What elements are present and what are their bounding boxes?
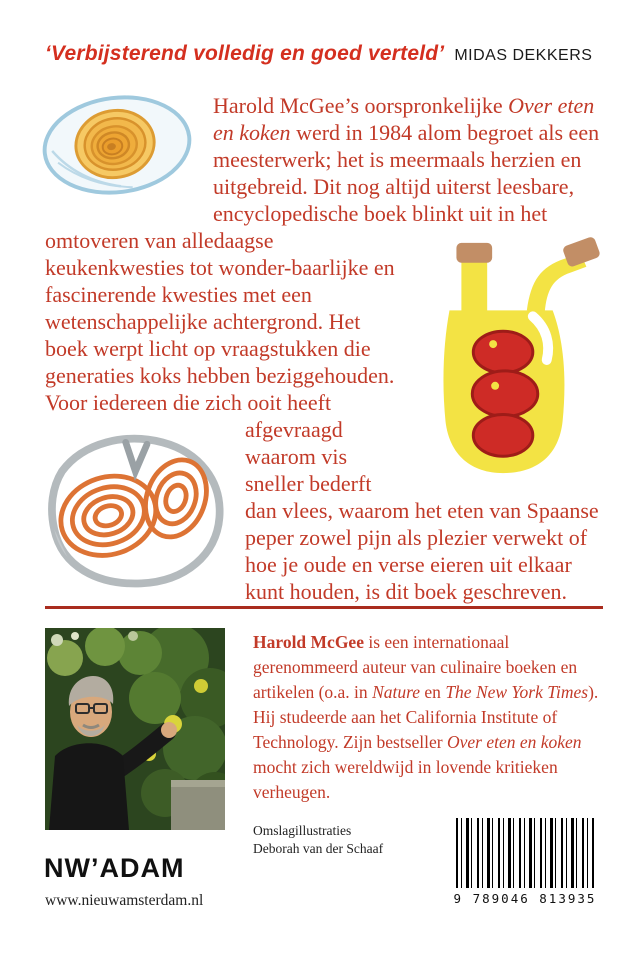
divider-rule [45,606,603,609]
author-photo [45,628,225,830]
bio-segment: is een internationaal gerenommeerd auteur van culinaire boeken en artikelen (o.a. in [253,632,578,702]
book-title-italic: Over eten en koken [446,732,582,752]
barcode-bars [456,818,594,888]
blurb-segment: Harold McGee’s oorspronkelijke [213,93,509,118]
blurb-segment: alledaagse keukenkwesties tot wonder-baarlijke en fascinerende kwesties met een wetenschappelijke achtergrond. Het boek werpt licht op vraagstukken die generaties koks hebben beziggehouden. Voor iedereen die zich ooit heeft afgevraagd [45,228,395,442]
bio-segment: en [420,682,446,702]
blurb-segment: werd in 1984 alom begroet als een meesterwerk; het is meermaals herzien en uitgebreid. Dit nog altijd uiterst leesbare, encyclopedische boek blinkt uit in het omtoveren van [45,120,600,253]
author-bio [253,630,605,805]
illustration-credits [253,822,383,858]
book-title-italic: Over eten en koken [213,93,595,145]
credits-label: Omslagillustraties [253,823,352,838]
bio-segment: ). Hij studeerde aan het California Institute of Technology. Zijn bestseller [253,682,599,752]
nature-italic: Nature [372,682,421,702]
cruet-illustration [415,233,605,481]
barcode [452,818,598,906]
credits-name: Deborah van der Schaaf [253,841,384,856]
review-attribution: MIDAS DEKKERS [454,47,593,64]
blurb-segment: waarom vis sneller bederft dan vlees, waarom het eten van Spaanse peper zowel pijn als plezier verwekt of hoe je oude en verse eieren uit elkaar kunt houden, is dit boek geschreven. [245,444,599,604]
bio-segment: mocht zich wereldwijd in lovende kritieken verheugen. [253,757,558,802]
review-quote: ‘Verbijsterend volledig en goed verteld’ [45,42,445,65]
publisher-logo: NW’ADAM [44,853,185,883]
publisher-website: www.nieuwamsterdam.nl [45,892,204,909]
author-name-bold: Harold McGee [253,632,364,652]
nyt-italic: The New York Times [445,682,589,702]
onion-illustration [37,90,197,200]
blurb-text [45,92,603,605]
salmon-illustration [33,420,231,598]
review-quote-line [45,42,605,66]
isbn-number: 9 789046 813935 [453,891,597,906]
